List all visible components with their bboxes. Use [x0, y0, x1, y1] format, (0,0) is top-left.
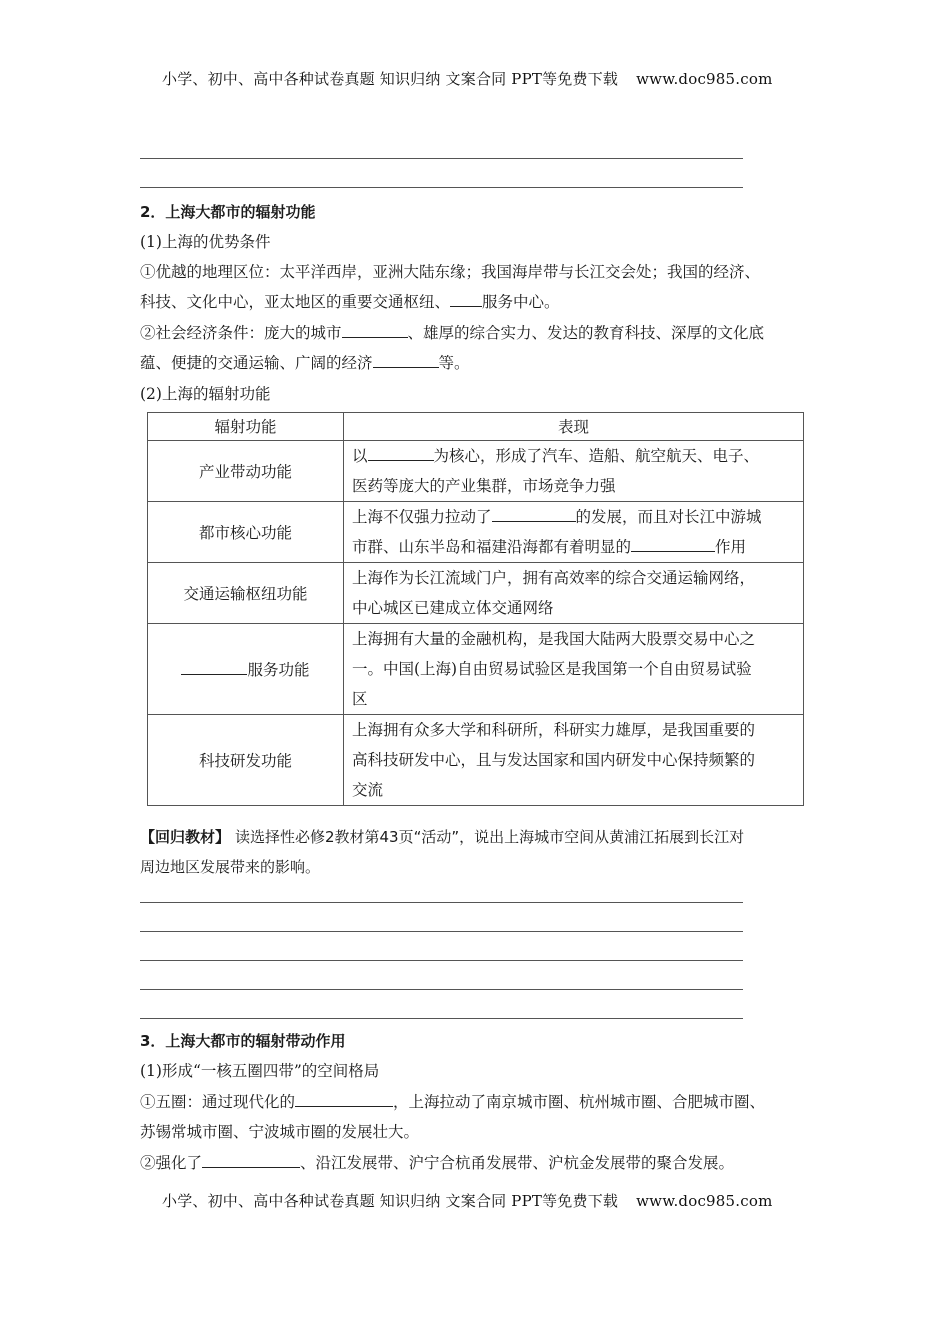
fill-blank[interactable] [492, 505, 576, 522]
fill-blank[interactable] [181, 658, 247, 675]
page-footer [162, 1190, 773, 1211]
advantage-item-1-line-1: ①优越的地理区位：太平洋西岸，亚洲大陆东缘；我国海岸带与长江交会处；我国的经济、 [140, 263, 761, 281]
answer-line[interactable] [140, 902, 743, 903]
function-cell: 科技研发功能 [148, 715, 344, 806]
answer-line[interactable] [140, 989, 743, 990]
description-cell [344, 624, 804, 715]
fill-blank[interactable] [202, 1151, 300, 1168]
footer-text: 小学、初中、高中各种试卷真题 知识归纳 文案合同 PPT等免费下载 [162, 1192, 619, 1210]
text: 交流 [352, 781, 384, 799]
answer-line[interactable] [140, 1018, 743, 1019]
review-prompt-line-1 [140, 822, 820, 852]
fill-blank[interactable] [368, 444, 434, 461]
text: 作用 [715, 538, 747, 556]
column-header-manifestation: 表现 [344, 413, 804, 441]
fill-blank[interactable] [450, 290, 482, 307]
text: 科技、文化中心，亚太地区的重要交通枢纽、 [140, 293, 451, 311]
four-belts-line [140, 1148, 820, 1178]
function-cell [148, 624, 344, 715]
text: ②社会经济条件：庞大的城市 [140, 324, 342, 342]
text: 的发展，而且对长江中游城 [575, 508, 762, 526]
sub-2-title: (2)上海的辐射功能 [140, 385, 271, 403]
header-text: 小学、初中、高中各种试卷真题 知识归纳 文案合同 PPT等免费下载 [162, 70, 619, 88]
text: ②强化了 [140, 1154, 203, 1172]
review-prompt-line-2: 周边地区发展带来的影响。 [140, 858, 321, 876]
radiation-function-table [147, 412, 804, 806]
section-2-title: 2．上海大都市的辐射功能 [140, 203, 316, 221]
text: 上海作为长江流域门户，拥有高效率的综合交通运输网络， [352, 569, 756, 587]
text: 蕴、便捷的交通运输、广阔的经济 [140, 354, 373, 372]
text: 上海不仅强力拉动了 [352, 508, 492, 526]
text: ①五圈：通过现代化的 [140, 1093, 296, 1111]
table-row [148, 441, 804, 502]
advantage-item-2-line-2 [140, 348, 820, 378]
text: 服务中心。 [482, 293, 560, 311]
text: 、雄厚的综合实力、发达的教育科技、深厚的文化底 [407, 324, 765, 342]
advantage-item-1-line-2 [140, 287, 820, 317]
text: 上海拥有大量的金融机构，是我国大陆两大股票交易中心之 [352, 630, 756, 648]
description-cell [344, 715, 804, 806]
text: 高科技研发中心，且与发达国家和国内研发中心保持频繁的 [352, 751, 756, 769]
answer-line[interactable] [140, 931, 743, 932]
text: 服务功能 [247, 661, 310, 679]
fill-blank[interactable] [342, 321, 408, 338]
sub-1-title: (1)上海的优势条件 [140, 233, 271, 251]
description-cell [344, 441, 804, 502]
text: 中心城区已建成立体交通网络 [352, 599, 554, 617]
text: 一。中国(上海)自由贸易试验区是我国第一个自由贸易试验 [352, 660, 752, 678]
function-cell: 都市核心功能 [148, 502, 344, 563]
advantage-item-2-line-1 [140, 318, 820, 348]
table-row [148, 502, 804, 563]
answer-line[interactable] [140, 960, 743, 961]
table-row [148, 624, 804, 715]
fill-blank[interactable] [373, 351, 439, 368]
fill-blank[interactable] [631, 535, 715, 552]
table-header-row [148, 413, 804, 441]
table-row [148, 715, 804, 806]
section-3-sub-1-title: (1)形成“一核五圈四带”的空间格局 [140, 1062, 380, 1080]
fill-blank[interactable] [295, 1090, 393, 1107]
header-url: www.doc985.com [636, 70, 773, 88]
text: 医药等庞大的产业集群，市场竞争力强 [352, 477, 616, 495]
column-header-function: 辐射功能 [148, 413, 344, 441]
footer-url: www.doc985.com [636, 1192, 773, 1210]
review-text: 读选择性必修2教材第43页“活动”，说出上海城市空间从黄浦江拓展到长江对 [234, 828, 745, 846]
text: 上海拥有众多大学和科研所，科研实力雄厚，是我国重要的 [352, 721, 756, 739]
description-cell [344, 563, 804, 624]
text: 市群、山东半岛和福建沿海都有着明显的 [352, 538, 632, 556]
answer-line[interactable] [140, 187, 743, 188]
text: 、沿江发展带、沪宁合杭甬发展带、沪杭金发展带的聚合发展。 [300, 1154, 735, 1172]
five-circles-line-2: 苏锡常城市圈、宁波城市圈的发展壮大。 [140, 1123, 420, 1141]
page-header [162, 68, 773, 89]
text: 区 [352, 690, 368, 708]
text: 以 [352, 447, 368, 465]
text: 为核心，形成了汽车、造船、航空航天、电子、 [433, 447, 760, 465]
section-3-title: 3．上海大都市的辐射带动作用 [140, 1032, 346, 1050]
function-cell: 交通运输枢纽功能 [148, 563, 344, 624]
description-cell [344, 502, 804, 563]
function-cell: 产业带动功能 [148, 441, 344, 502]
five-circles-line-1 [140, 1087, 820, 1117]
answer-line[interactable] [140, 158, 743, 159]
review-tag: 【回归教材】 [140, 828, 231, 846]
table-row [148, 563, 804, 624]
text: ，上海拉动了南京城市圈、杭州城市圈、合肥城市圈、 [393, 1093, 766, 1111]
text: 等。 [438, 354, 470, 372]
